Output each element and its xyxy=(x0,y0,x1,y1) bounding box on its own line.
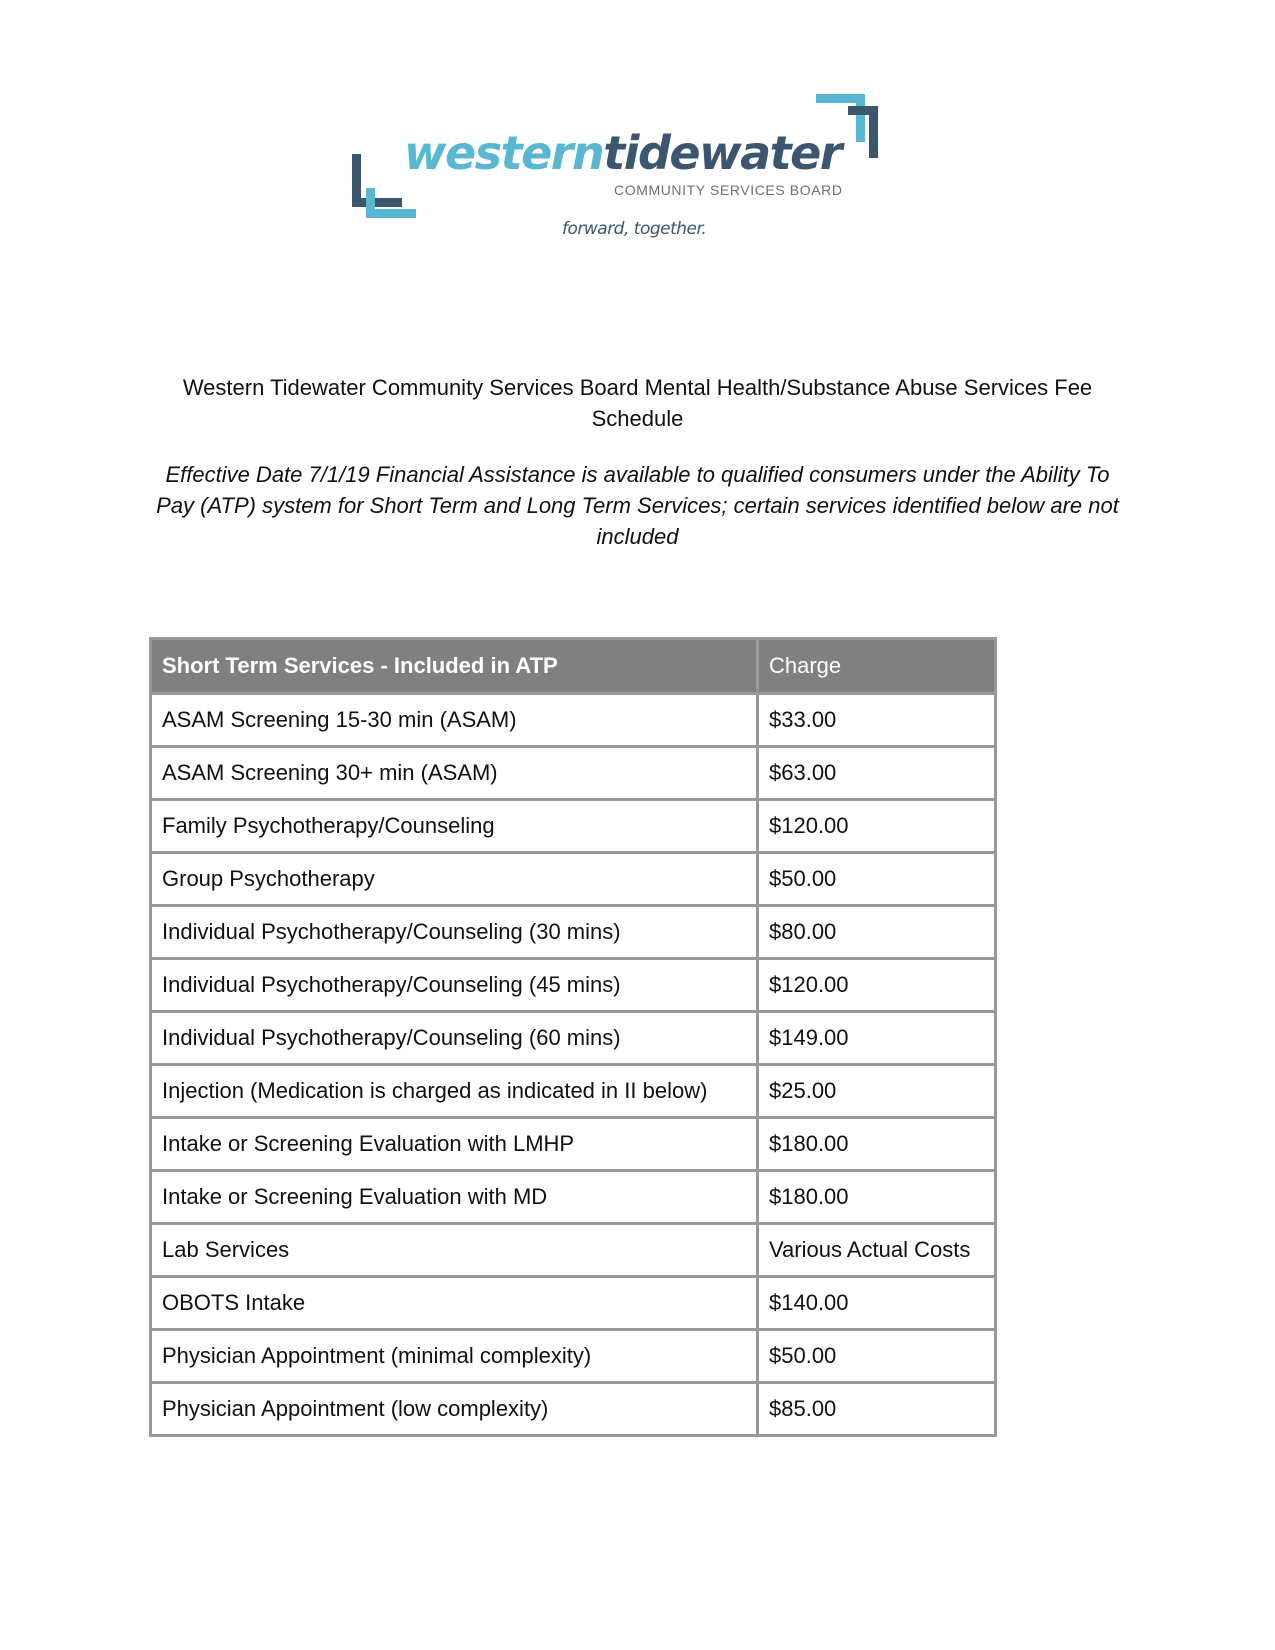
table-row xyxy=(151,853,996,906)
table-row xyxy=(151,1224,996,1277)
table-row xyxy=(151,1065,996,1118)
service-cell: Lab Services xyxy=(151,1224,758,1277)
charge-cell: $120.00 xyxy=(758,959,996,1012)
service-cell: ASAM Screening 30+ min (ASAM) xyxy=(151,747,758,800)
service-cell: Intake or Screening Evaluation with MD xyxy=(151,1171,758,1224)
charge-cell: $149.00 xyxy=(758,1012,996,1065)
charge-cell: $25.00 xyxy=(758,1065,996,1118)
table-row xyxy=(151,1277,996,1330)
table-row xyxy=(151,1012,996,1065)
fee-schedule-table xyxy=(149,637,997,1437)
service-cell: Group Psychotherapy xyxy=(151,853,758,906)
organization-logo xyxy=(352,94,922,254)
table-row xyxy=(151,694,996,747)
charge-cell: Various Actual Costs xyxy=(758,1224,996,1277)
table-row xyxy=(151,959,996,1012)
document-subtitle: Effective Date 7/1/19 Financial Assistance is available to qualified consumers under the Ability To Pay (ATP) system for Short Term and Long Term Services; certain services identified below are not included xyxy=(156,462,1119,549)
service-cell: Injection (Medication is charged as indicated in II below) xyxy=(151,1065,758,1118)
logo-tagline: forward, together. xyxy=(562,219,707,239)
service-cell: Family Psychotherapy/Counseling xyxy=(151,800,758,853)
service-column-header: Short Term Services - Included in ATP xyxy=(151,639,758,694)
service-cell: Intake or Screening Evaluation with LMHP xyxy=(151,1118,758,1171)
service-cell: OBOTS Intake xyxy=(151,1277,758,1330)
service-cell: Physician Appointment (minimal complexity) xyxy=(151,1330,758,1383)
table-header-row xyxy=(151,639,996,694)
charge-cell: $140.00 xyxy=(758,1277,996,1330)
table-row xyxy=(151,906,996,959)
service-cell: Individual Psychotherapy/Counseling (30 mins) xyxy=(151,906,758,959)
charge-cell: $63.00 xyxy=(758,747,996,800)
service-cell: Individual Psychotherapy/Counseling (60 mins) xyxy=(151,1012,758,1065)
table-row xyxy=(151,1171,996,1224)
charge-cell: $180.00 xyxy=(758,1171,996,1224)
service-cell: Individual Psychotherapy/Counseling (45 mins) xyxy=(151,959,758,1012)
service-cell: ASAM Screening 15-30 min (ASAM) xyxy=(151,694,758,747)
table-row xyxy=(151,1330,996,1383)
charge-cell: $50.00 xyxy=(758,853,996,906)
logo-wordmark: westerntidewater xyxy=(404,126,841,180)
table-row xyxy=(151,747,996,800)
charge-cell: $180.00 xyxy=(758,1118,996,1171)
table-row xyxy=(151,800,996,853)
charge-cell: $50.00 xyxy=(758,1330,996,1383)
charge-column-header: Charge xyxy=(758,639,996,694)
table-row xyxy=(151,1383,996,1436)
charge-cell: $80.00 xyxy=(758,906,996,959)
table-body xyxy=(151,694,996,1436)
logo-subtitle: COMMUNITY SERVICES BOARD xyxy=(614,182,843,198)
charge-cell: $120.00 xyxy=(758,800,996,853)
document-title: Western Tidewater Community Services Board Mental Health/Substance Abuse Services Fee Schedule xyxy=(182,375,1093,431)
charge-cell: $85.00 xyxy=(758,1383,996,1436)
charge-cell: $33.00 xyxy=(758,694,996,747)
service-cell: Physician Appointment (low complexity) xyxy=(151,1383,758,1436)
table-row xyxy=(151,1118,996,1171)
